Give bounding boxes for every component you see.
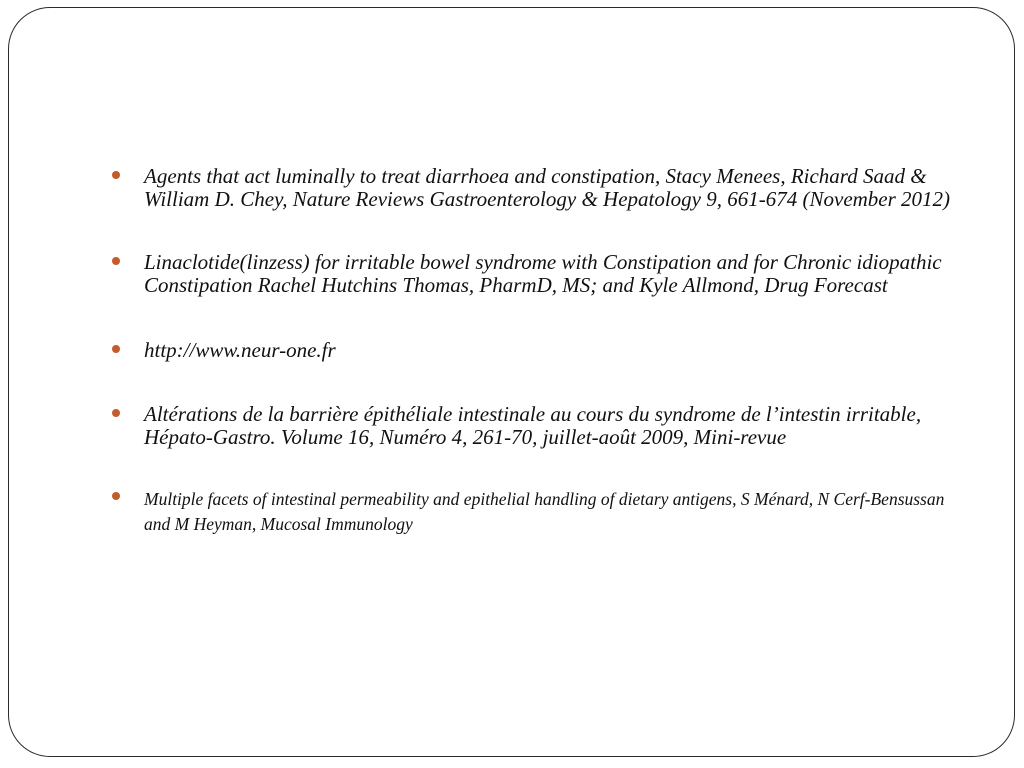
- bullet-dot-icon: [112, 492, 120, 500]
- bullet-dot-icon: [112, 409, 120, 417]
- bullet-dot-icon: [112, 171, 120, 179]
- reference-text: Multiple facets of intestinal permeability and epithelial handling of dietary antigens, S Ménard, N Cerf-Bensussan and M Heyman, Mucosal Immunology: [144, 489, 945, 534]
- bullet-dot-icon: [112, 345, 120, 353]
- reference-item: [112, 403, 972, 449]
- reference-item: [112, 339, 972, 362]
- reference-link-text: http://www.neur-one.fr: [144, 338, 336, 362]
- bullet-dot-icon: [112, 257, 120, 265]
- reference-list: [112, 165, 972, 537]
- reference-text: Linaclotide(linzess) for irritable bowel syndrome with Constipation and for Chronic idiopathic Constipation Rachel Hutchins Thomas, PharmD, MS; and Kyle Allmond, Drug Forecast: [144, 250, 942, 297]
- reference-item: [112, 165, 972, 211]
- reference-text: Altérations de la barrière épithéliale intestinale au cours du syndrome de l’intestin irritable, Hépato-Gastro. Volume 16, Numéro 4, 261-70, juillet-août 2009, Mini-revue: [144, 402, 922, 449]
- reference-text: Agents that act luminally to treat diarrhoea and constipation, Stacy Menees, Richard Saad & William D. Chey, Nature Reviews Gastroenterology & Hepatology 9, 661-674 (November 2012): [144, 164, 951, 211]
- reference-item: [112, 487, 972, 537]
- reference-item: [112, 251, 972, 297]
